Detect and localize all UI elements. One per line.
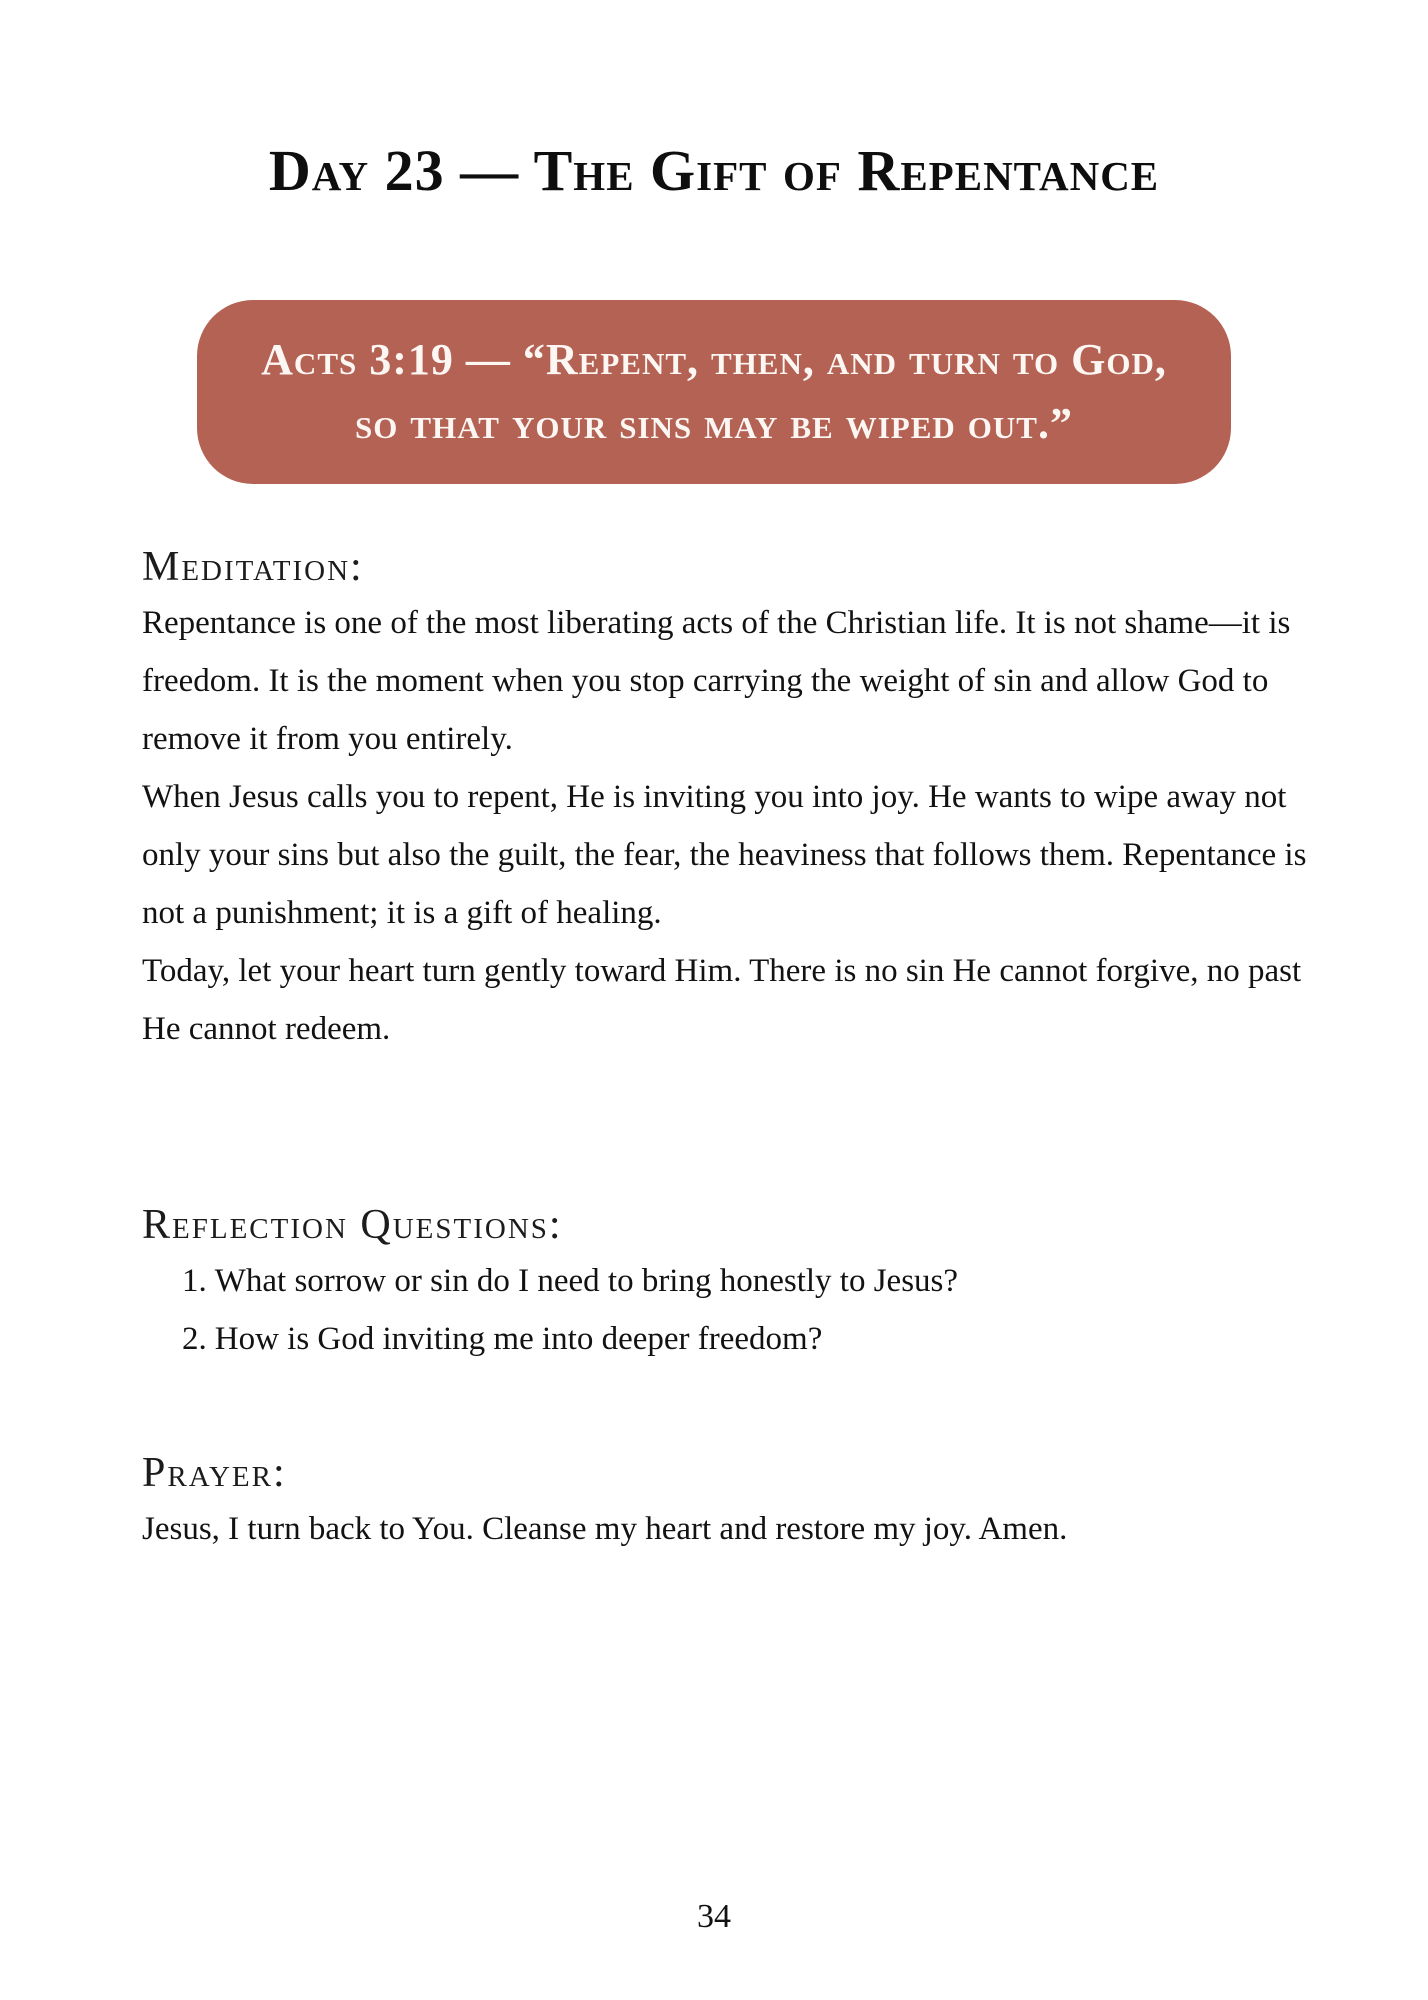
list-item bbox=[182, 1310, 1310, 1368]
question-number: 1. bbox=[182, 1263, 207, 1299]
meditation-heading: Meditation: bbox=[142, 544, 364, 590]
page-number: 34 bbox=[697, 1898, 731, 1935]
question-number: 2. bbox=[182, 1321, 207, 1357]
question-text: How is God inviting me into deeper freedom? bbox=[214, 1321, 823, 1357]
prayer-heading: Prayer: bbox=[142, 1450, 287, 1496]
list-item bbox=[182, 1252, 1310, 1310]
meditation-paragraph-1: Repentance is one of the most liberating acts of the Christian life. It is not shame—it is freedom. It is the moment when you stop carrying the weight of sin and allow God to remove it from you entirely. bbox=[142, 605, 1291, 757]
meditation-paragraph-2: When Jesus calls you to repent, He is inviting you into joy. He wants to wipe away not only your sins but also the guilt, the fear, the heaviness that follows them. Repentance is not a punishment; it is a gift of healing. bbox=[142, 779, 1307, 931]
prayer-text: Jesus, I turn back to You. Cleanse my heart and restore my joy. Amen. bbox=[142, 1511, 1068, 1547]
verse-text: Acts 3:19 — “Repent, then, and turn to God, so that your sins may be wiped out.” bbox=[261, 335, 1167, 448]
page-title: Day 23 — The Gift of Repentance bbox=[268, 138, 1160, 203]
reflection-questions-heading: Reflection Questions: bbox=[142, 1202, 563, 1248]
page-content bbox=[142, 540, 1310, 1558]
verse-callout-box bbox=[197, 300, 1231, 484]
question-text: What sorrow or sin do I need to bring honestly to Jesus? bbox=[214, 1263, 959, 1299]
reflection-questions-list bbox=[142, 1252, 1310, 1368]
meditation-paragraph-3: Today, let your heart turn gently toward Him. There is no sin He cannot forgive, no past He cannot redeem. bbox=[142, 953, 1302, 1047]
